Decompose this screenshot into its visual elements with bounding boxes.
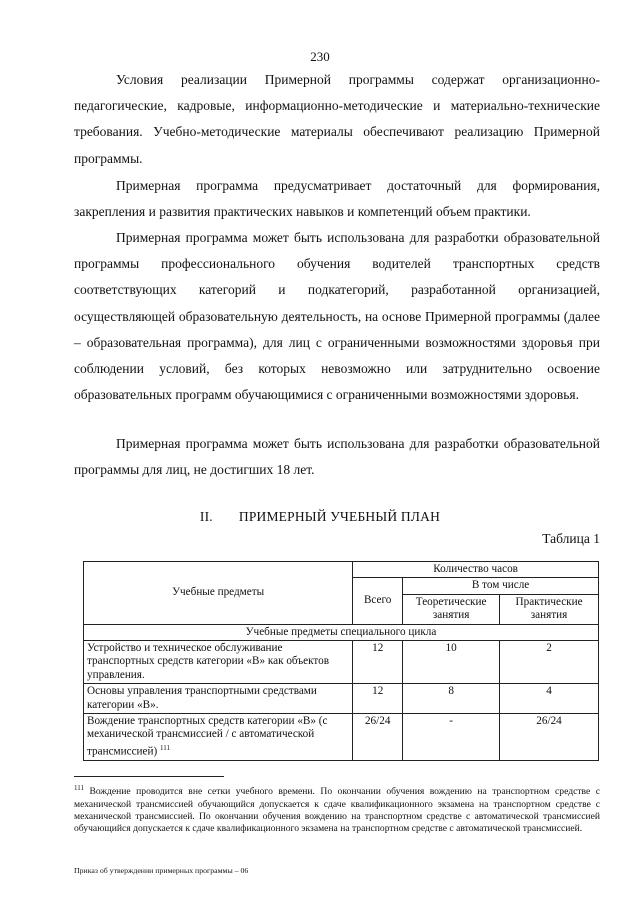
paragraph-practice: Примерная программа предусматривает достаточный для формирования, закрепления и развития практических навыков и компетенций объем практики. — [74, 178, 600, 220]
section-title: ПРИМЕРНЫЙ УЧЕБНЫЙ ПЛАН — [238, 509, 441, 524]
row-practice: 26/24 — [500, 714, 599, 761]
footnote-divider — [74, 776, 224, 777]
table-header-row — [84, 562, 599, 578]
row-subject: Вождение транспортных средств категории «B» (с механической трансмиссией / с автоматической трансмиссией) — [87, 715, 328, 758]
table-row — [84, 714, 599, 761]
section-number: II. — [199, 509, 213, 524]
page-number: 230 — [310, 49, 330, 64]
header-theory: Теоретические занятия — [403, 594, 500, 624]
row-practice: 2 — [500, 641, 599, 684]
row-subject: Устройство и техническое обслуживание транспортных средств категории «B» как объектов управления. — [84, 641, 353, 684]
group-label: Учебные предметы специального цикла — [84, 624, 599, 640]
footnote-text: Вождение проводится вне сетки учебного времени. По окончании обучения вождению на транспортном средстве с механической трансмиссией обучающийся допускается к сдаче квалификационного экзамена на транспортном средстве с механической трансмиссией. По окончании обучения вождению на транспортном средстве с автоматической трансмиссией обучающийся допускается к сдаче квалификационного экзамена на транспортном средстве с автоматической трансмиссией. — [74, 786, 600, 835]
row-subject: Основы управления транспортными средствами категории «B». — [84, 684, 353, 714]
header-including: В том числе — [403, 578, 599, 594]
footnote-reference: 111 — [160, 743, 170, 752]
row-theory: 8 — [403, 684, 500, 714]
row-theory: 10 — [403, 641, 500, 684]
row-theory: - — [403, 714, 500, 761]
row-total: 12 — [353, 684, 403, 714]
table-row — [84, 641, 599, 684]
row-total: 12 — [353, 641, 403, 684]
footnote — [74, 782, 600, 836]
paragraph-conditions: Условия реализации Примерной программы содержат организационно-педагогические, кадровые, информационно-методические и материально-технические требования. Учебно-методические материалы обеспечивают реализацию Примерной программы. — [74, 72, 600, 166]
row-total: 26/24 — [353, 714, 403, 761]
page-footer: Приказ об утверждении примерных программы – 06 — [74, 866, 249, 875]
paragraph-disabilities: Примерная программа может быть использована для разработки образовательной программы профессионального обучения водителей транспортных средств соответствующих категорий и подкатегорий, разработанной организацией, осуществляющей образовательную деятельность, на основе Примерной программы (далее – образовательная программа), для лиц с ограниченными возможностями здоровья при соблюдении условий, без которых невозможно или затруднительно освоение образовательных программ обучающимися с ограниченными возможностями здоровья. — [74, 230, 600, 403]
table-group-row — [84, 624, 599, 640]
paragraph-minors: Примерная программа может быть использована для разработки образовательной программы для лиц, не достигших 18 лет. — [74, 436, 600, 478]
header-hours: Количество часов — [353, 562, 599, 578]
section-heading — [0, 509, 640, 525]
table-label: Таблица 1 — [542, 531, 600, 546]
header-subjects: Учебные предметы — [84, 562, 353, 625]
header-practice: Практические занятия — [500, 594, 599, 624]
footnote-number: 111 — [74, 784, 84, 792]
row-subject-cell — [84, 714, 353, 761]
curriculum-table — [83, 561, 599, 761]
table-row — [84, 684, 599, 714]
row-practice: 4 — [500, 684, 599, 714]
header-total: Всего — [353, 578, 403, 624]
